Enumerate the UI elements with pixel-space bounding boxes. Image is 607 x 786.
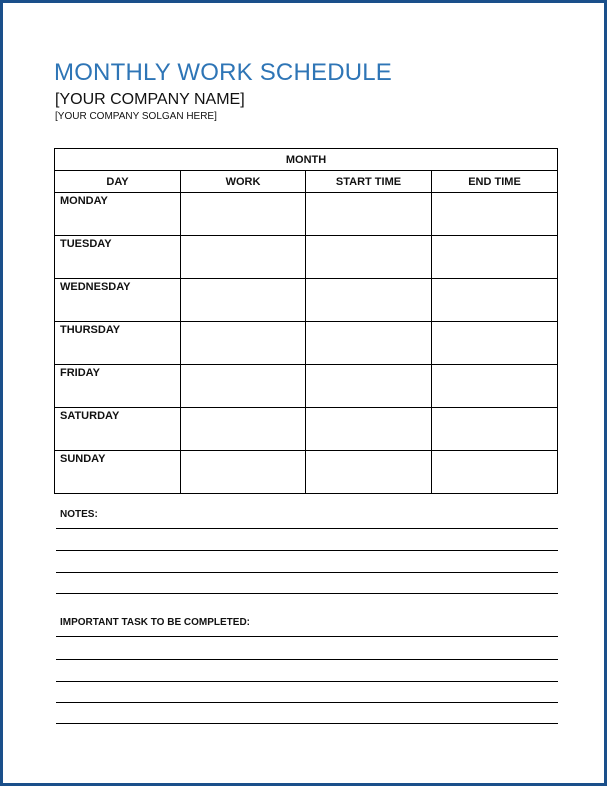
notes-line[interactable] bbox=[56, 550, 558, 551]
start-time-cell[interactable] bbox=[306, 451, 432, 494]
table-row bbox=[55, 193, 558, 236]
day-label: WEDNESDAY bbox=[55, 279, 181, 322]
notes-label: NOTES: bbox=[60, 509, 98, 520]
work-cell[interactable] bbox=[181, 365, 306, 408]
day-label: THURSDAY bbox=[55, 322, 181, 365]
column-header-work: WORK bbox=[181, 171, 306, 193]
notes-line[interactable] bbox=[56, 593, 558, 594]
work-cell[interactable] bbox=[181, 322, 306, 365]
table-row bbox=[55, 365, 558, 408]
table-row bbox=[55, 408, 558, 451]
table-row bbox=[55, 451, 558, 494]
column-header-day: DAY bbox=[55, 171, 181, 193]
end-time-cell[interactable] bbox=[432, 451, 558, 494]
task-line[interactable] bbox=[56, 681, 558, 682]
column-header-end-time: END TIME bbox=[432, 171, 558, 193]
table-header-row bbox=[55, 171, 558, 193]
end-time-cell[interactable] bbox=[432, 279, 558, 322]
schedule-table bbox=[54, 148, 558, 494]
day-label: SATURDAY bbox=[55, 408, 181, 451]
end-time-cell[interactable] bbox=[432, 193, 558, 236]
month-header: MONTH bbox=[55, 149, 558, 171]
task-line[interactable] bbox=[56, 702, 558, 703]
start-time-cell[interactable] bbox=[306, 236, 432, 279]
task-line[interactable] bbox=[56, 659, 558, 660]
company-name: [YOUR COMPANY NAME] bbox=[55, 91, 245, 108]
column-header-start-time: START TIME bbox=[306, 171, 432, 193]
task-line[interactable] bbox=[56, 636, 558, 637]
start-time-cell[interactable] bbox=[306, 365, 432, 408]
start-time-cell[interactable] bbox=[306, 408, 432, 451]
end-time-cell[interactable] bbox=[432, 322, 558, 365]
work-cell[interactable] bbox=[181, 193, 306, 236]
start-time-cell[interactable] bbox=[306, 322, 432, 365]
company-slogan: [YOUR COMPANY SOLGAN HERE] bbox=[55, 111, 217, 122]
work-cell[interactable] bbox=[181, 408, 306, 451]
day-label: SUNDAY bbox=[55, 451, 181, 494]
work-cell[interactable] bbox=[181, 236, 306, 279]
table-caption-row bbox=[55, 149, 558, 171]
table-row bbox=[55, 279, 558, 322]
day-label: MONDAY bbox=[55, 193, 181, 236]
end-time-cell[interactable] bbox=[432, 236, 558, 279]
notes-line[interactable] bbox=[56, 528, 558, 529]
day-label: TUESDAY bbox=[55, 236, 181, 279]
start-time-cell[interactable] bbox=[306, 279, 432, 322]
end-time-cell[interactable] bbox=[432, 365, 558, 408]
day-label: FRIDAY bbox=[55, 365, 181, 408]
work-cell[interactable] bbox=[181, 279, 306, 322]
task-line[interactable] bbox=[56, 723, 558, 724]
end-time-cell[interactable] bbox=[432, 408, 558, 451]
table-row bbox=[55, 236, 558, 279]
start-time-cell[interactable] bbox=[306, 193, 432, 236]
tasks-label: IMPORTANT TASK TO BE COMPLETED: bbox=[60, 617, 250, 628]
notes-line[interactable] bbox=[56, 572, 558, 573]
page-title: MONTHLY WORK SCHEDULE bbox=[54, 59, 393, 86]
table-row bbox=[55, 322, 558, 365]
work-cell[interactable] bbox=[181, 451, 306, 494]
